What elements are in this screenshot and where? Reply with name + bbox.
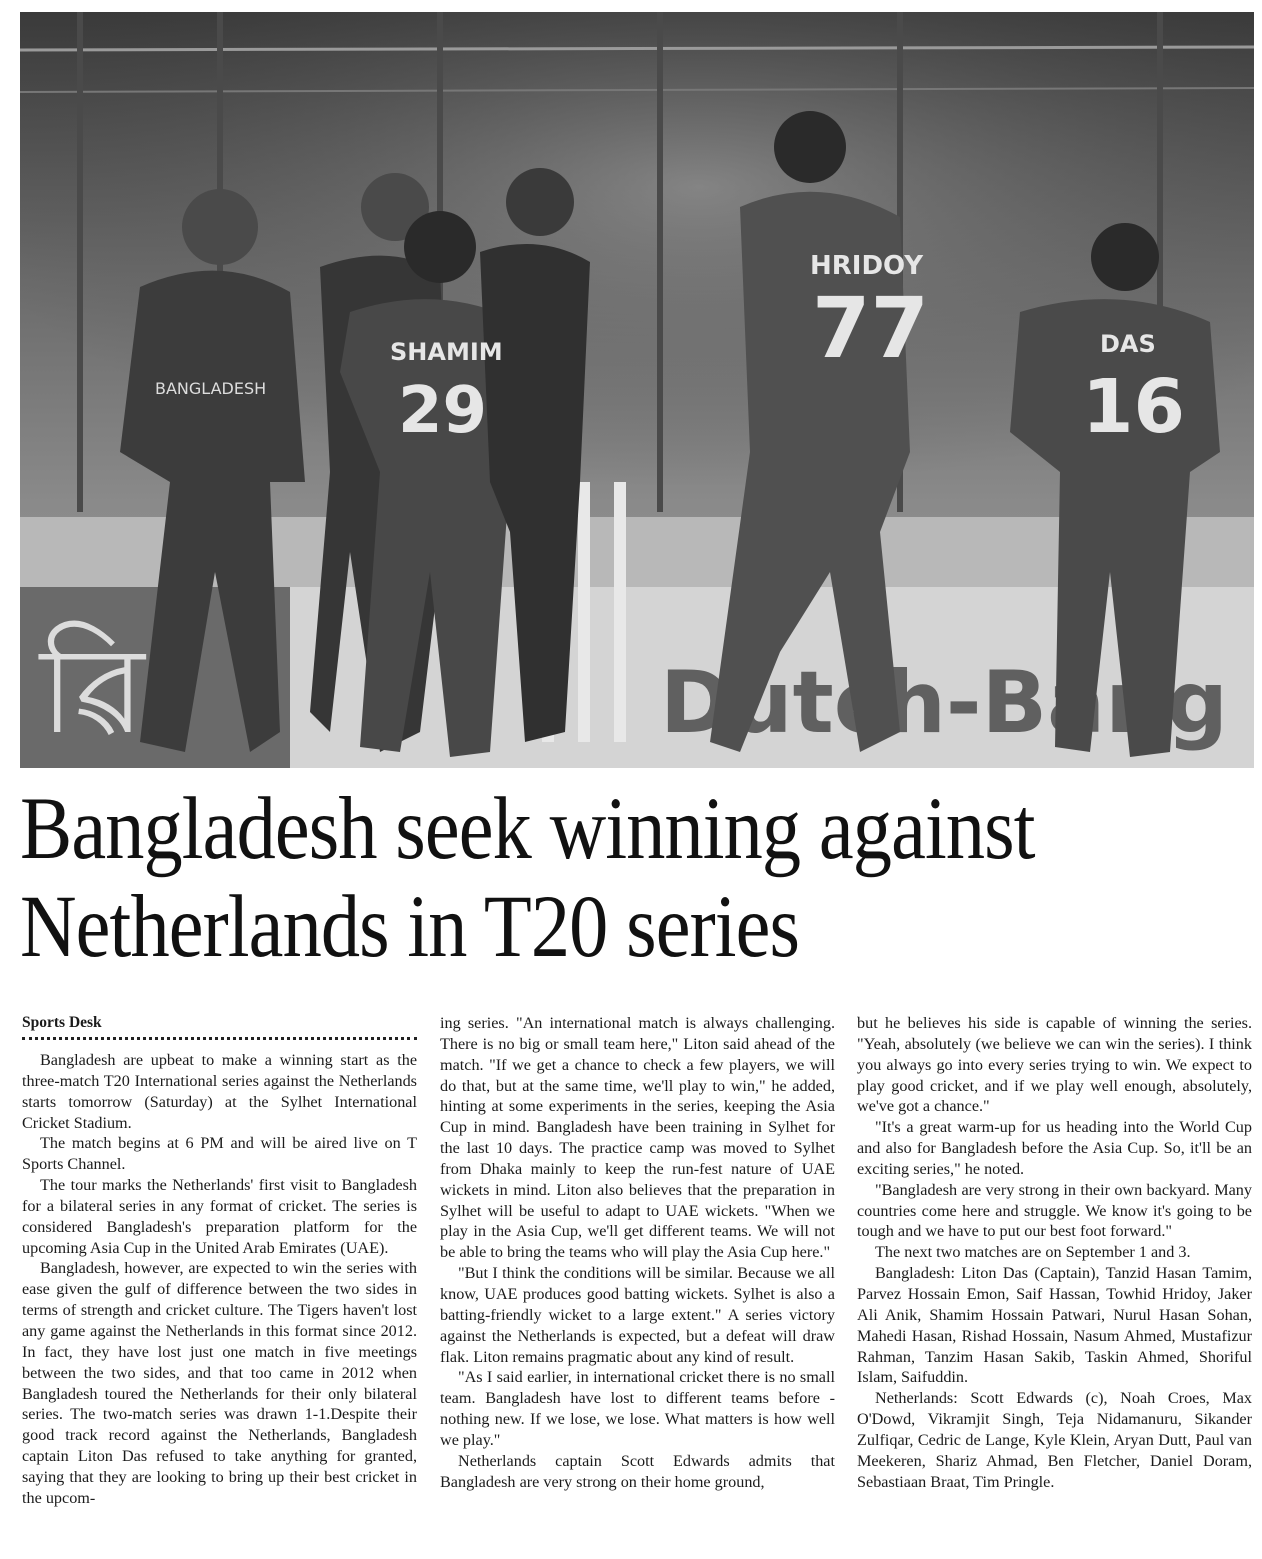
board-text: Dutch-Bang bbox=[660, 653, 1228, 753]
article-column-3 bbox=[857, 1013, 1252, 1492]
paragraph: The tour marks the Netherlands' first visit to Bangladesh for a bilateral series in any format of cricket. The series is considered Bangladesh's preparation platform for the upcoming Asia Cup in the United Arab Emirates (UAE). bbox=[22, 1176, 417, 1257]
paragraph: Bangladesh: Liton Das (Captain), Tanzid Hasan Tamim, Parvez Hossain Emon, Saif Hassan, Towhid Hridoy, Jaker Ali Anik, Shamim Hossain Patwari, Nurul Hasan Sohan, Mahedi Hasan, Rishad Hossain, Nasum Ahmed, Mustafizur Rahman, Tanzim Hasan Sakib, Taskin Ahmed, Shoriful Islam, Saifuddin. bbox=[857, 1264, 1252, 1387]
shirt-text: BANGLADESH bbox=[155, 379, 267, 398]
byline: Sports Desk bbox=[22, 1014, 102, 1031]
cricket-celebration-photo bbox=[20, 12, 1254, 768]
photo-illustration bbox=[20, 12, 1254, 768]
article-column-1 bbox=[22, 1013, 417, 1509]
paragraph: Netherlands: Scott Edwards (c), Noah Croes, Max O'Dowd, Vikramjit Singh, Teja Nidamanuru, Sikander Zulfiqar, Cedric de Lange, Kyle Klein, Aryan Dutt, Paul van Meekeren, Shariz Ahmad, Ben Fletcher, Daniel Doram, Sebastiaan Braat, Tim Pringle. bbox=[857, 1389, 1252, 1491]
paragraph: "Bangladesh are very strong in their own backyard. Many countries come here and struggle. We know it's going to be tough and we have to put our best foot forward." bbox=[857, 1180, 1252, 1241]
paragraph: "It's a great warm-up for us heading into the World Cup and also for Bangladesh before the Asia Cup. So, it'll be an exciting series," he noted. bbox=[857, 1118, 1252, 1178]
jersey-number-1: 29 bbox=[398, 374, 488, 448]
paragraph: Bangladesh are upbeat to make a winning start as the three-match T20 International series against the Netherlands starts tomorrow (Saturday) at the Sylhet International Cricket Stadium. bbox=[22, 1051, 417, 1132]
paragraph: Bangladesh, however, are expected to win the series with ease given the gulf of difference between the two sides in terms of strength and cricket culture. The Tigers haven't lost any game against the Netherlands in this format since 2012. In fact, they have lost just one match in five meetings between the two sides, and that too came in 2012 when Bangladesh toured the Netherlands for their only bilateral series. The two-match series was drawn 1-1.Despite their good track record against the Netherlands, Bangladesh captain Liton Das refused to take anything for granted, saying that they are looking to bring up their best cricket in the upcom- bbox=[22, 1259, 417, 1507]
paragraph: The next two matches are on September 1 and 3. bbox=[875, 1243, 1191, 1262]
jersey-number-2: 77 bbox=[812, 279, 929, 377]
paragraph: ing series. "An international match is always challenging. There is no big or small team here," Liton said ahead of the match. "If we get a chance to check a few players, we will do that, but at the same time, we'll play to win," he added, hinting at some experiments in the series, keeping the Asia Cup in mind. Bangladesh have been training in Sylhet for the last 10 days. The practice camp was moved to Sylhet from Dhaka mainly to keep the run-fest nature of UAE wickets in mind. Liton also believes that the preparation in Sylhet will be useful to adapt to UAE wickets. "When we play in the Asia Cup, we'll get different teams. We will not be able to bring the teams who will play the Asia Cup here." bbox=[440, 1014, 835, 1262]
jersey-number-3: 16 bbox=[1082, 364, 1185, 450]
byline-divider bbox=[22, 1037, 417, 1040]
article-headline bbox=[20, 780, 1102, 976]
article-column-2 bbox=[440, 1013, 835, 1492]
paragraph: but he believes his side is capable of winning the series. "Yeah, absolutely (we believe we can win the series). I think you always go into every series trying to win. We expect to play good cricket, and if we play well enough, absolutely, we've got a chance." bbox=[857, 1014, 1252, 1116]
headline-line-1: Bangladesh seek winning against bbox=[20, 780, 1035, 878]
svg-text:ৱি: ৱি bbox=[40, 622, 145, 761]
paragraph: The match begins at 6 PM and will be aired live on T Sports Channel. bbox=[22, 1134, 417, 1174]
jersey-name-3: DAS bbox=[1100, 330, 1156, 358]
jersey-name-2: HRIDOY bbox=[810, 251, 924, 281]
headline-line-2: Netherlands in T20 series bbox=[20, 878, 800, 976]
paragraph: "As I said earlier, in international cricket there is no small team. Bangladesh have lost to different teams before - nothing new. If we lose, we lose. What matters is how well we play." bbox=[440, 1368, 835, 1449]
paragraph: Netherlands captain Scott Edwards admits that Bangladesh are very strong on their home ground, bbox=[440, 1451, 835, 1491]
paragraph: "But I think the conditions will be similar. Because we all know, UAE produces good batting wickets. Sylhet is also a batting-friendly wicket to a large extent." A series victory against the Netherlands is expected, but a defeat will draw flak. Liton remains pragmatic about any kind of result. bbox=[440, 1264, 835, 1366]
jersey-name-1: SHAMIM bbox=[390, 338, 503, 366]
